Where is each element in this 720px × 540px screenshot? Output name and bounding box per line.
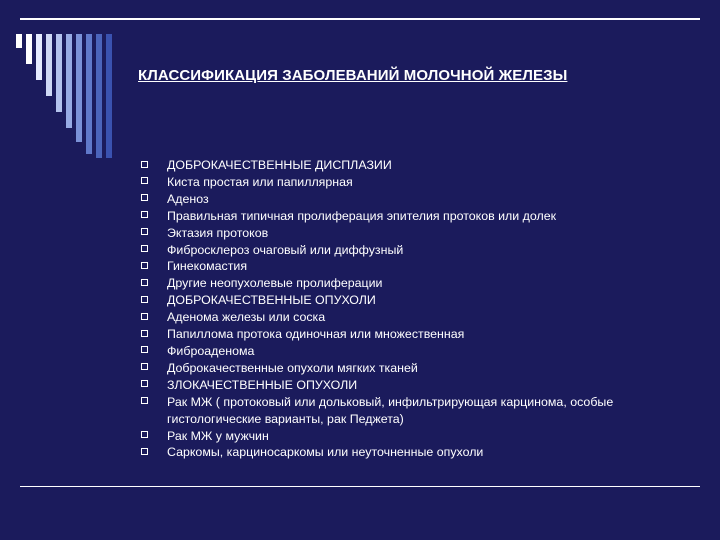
square-bullet-icon (141, 194, 148, 201)
square-bullet-icon (141, 279, 148, 286)
list-item (141, 258, 701, 275)
square-bullet-icon (141, 177, 148, 184)
decorative-stripes (16, 18, 146, 158)
list-item (141, 157, 701, 174)
list-item-text: Аденоз (167, 191, 209, 206)
square-bullet-icon (141, 161, 148, 168)
list-item-text: Фиброаденома (167, 343, 255, 358)
list-item (141, 428, 701, 445)
list-item (141, 309, 701, 326)
stripe (46, 34, 52, 96)
list-item-text: Фибросклероз очаговый или диффузный (167, 242, 404, 257)
bottom-rule (20, 486, 700, 487)
list-item (141, 225, 701, 242)
square-bullet-icon (141, 296, 148, 303)
list-item-text: Папиллома протока одиночная или множественная (167, 327, 465, 342)
list-item (141, 174, 701, 191)
square-bullet-icon (141, 330, 148, 337)
list-item-text: Доброкачественные опухоли мягких тканей (167, 360, 418, 375)
list-item-text: Гинекомастия (167, 259, 248, 274)
list-item (141, 394, 701, 428)
list-item (141, 343, 701, 360)
slide-title: КЛАССИФИКАЦИЯ ЗАБОЛЕВАНИЙ МОЛОЧНОЙ ЖЕЛЕЗЫ (138, 67, 568, 84)
list-item-text: Эктазия протоков (167, 225, 269, 240)
square-bullet-icon (141, 262, 148, 269)
square-bullet-icon (141, 228, 148, 235)
list-item (141, 444, 701, 461)
stripe (96, 34, 102, 158)
square-bullet-icon (141, 313, 148, 320)
list-item (141, 360, 701, 377)
list-item (141, 242, 701, 259)
list-item (141, 326, 701, 343)
list-item-text: Правильная типичная пролиферация эпителия протоков или долек (167, 208, 557, 223)
square-bullet-icon (141, 346, 148, 353)
list-item (141, 377, 701, 394)
stripe (26, 34, 32, 64)
list-item-text: Киста простая или папиллярная (167, 174, 353, 189)
list-item-text: ЗЛОКАЧЕСТВЕННЫЕ ОПУХОЛИ (167, 377, 358, 392)
stripe (86, 34, 92, 154)
stripe (16, 34, 22, 48)
stripe (56, 34, 62, 112)
list-item-text: Рак МЖ ( протоковый или дольковый, инфильтрирующая карцинома, особые гистологические варианты, рак Педжета) (167, 394, 614, 426)
list-item (141, 191, 701, 208)
stripe (106, 34, 112, 158)
list-item-text: ДОБРОКАЧЕСТВЕННЫЕ ДИСПЛАЗИИ (167, 158, 392, 172)
square-bullet-icon (141, 448, 148, 455)
stripe (36, 34, 42, 80)
list-item-text: Рак МЖ у мужчин (167, 428, 269, 443)
stripe (76, 34, 82, 142)
list-item-text: Другие неопухолевые пролиферации (167, 276, 383, 291)
square-bullet-icon (141, 380, 148, 387)
square-bullet-icon (141, 363, 148, 370)
classification-list (141, 157, 701, 461)
list-item-text: Аденома железы или соска (167, 310, 326, 325)
square-bullet-icon (141, 397, 148, 404)
list-item-text: Саркомы, карциносаркомы или неуточненные опухоли (167, 445, 484, 460)
list-item (141, 208, 701, 225)
list-item (141, 275, 701, 292)
list-item-text: ДОБРОКАЧЕСТВЕННЫЕ ОПУХОЛИ (167, 293, 376, 308)
square-bullet-icon (141, 211, 148, 218)
stripe (66, 34, 72, 128)
square-bullet-icon (141, 245, 148, 252)
square-bullet-icon (141, 431, 148, 438)
list-item (141, 292, 701, 309)
